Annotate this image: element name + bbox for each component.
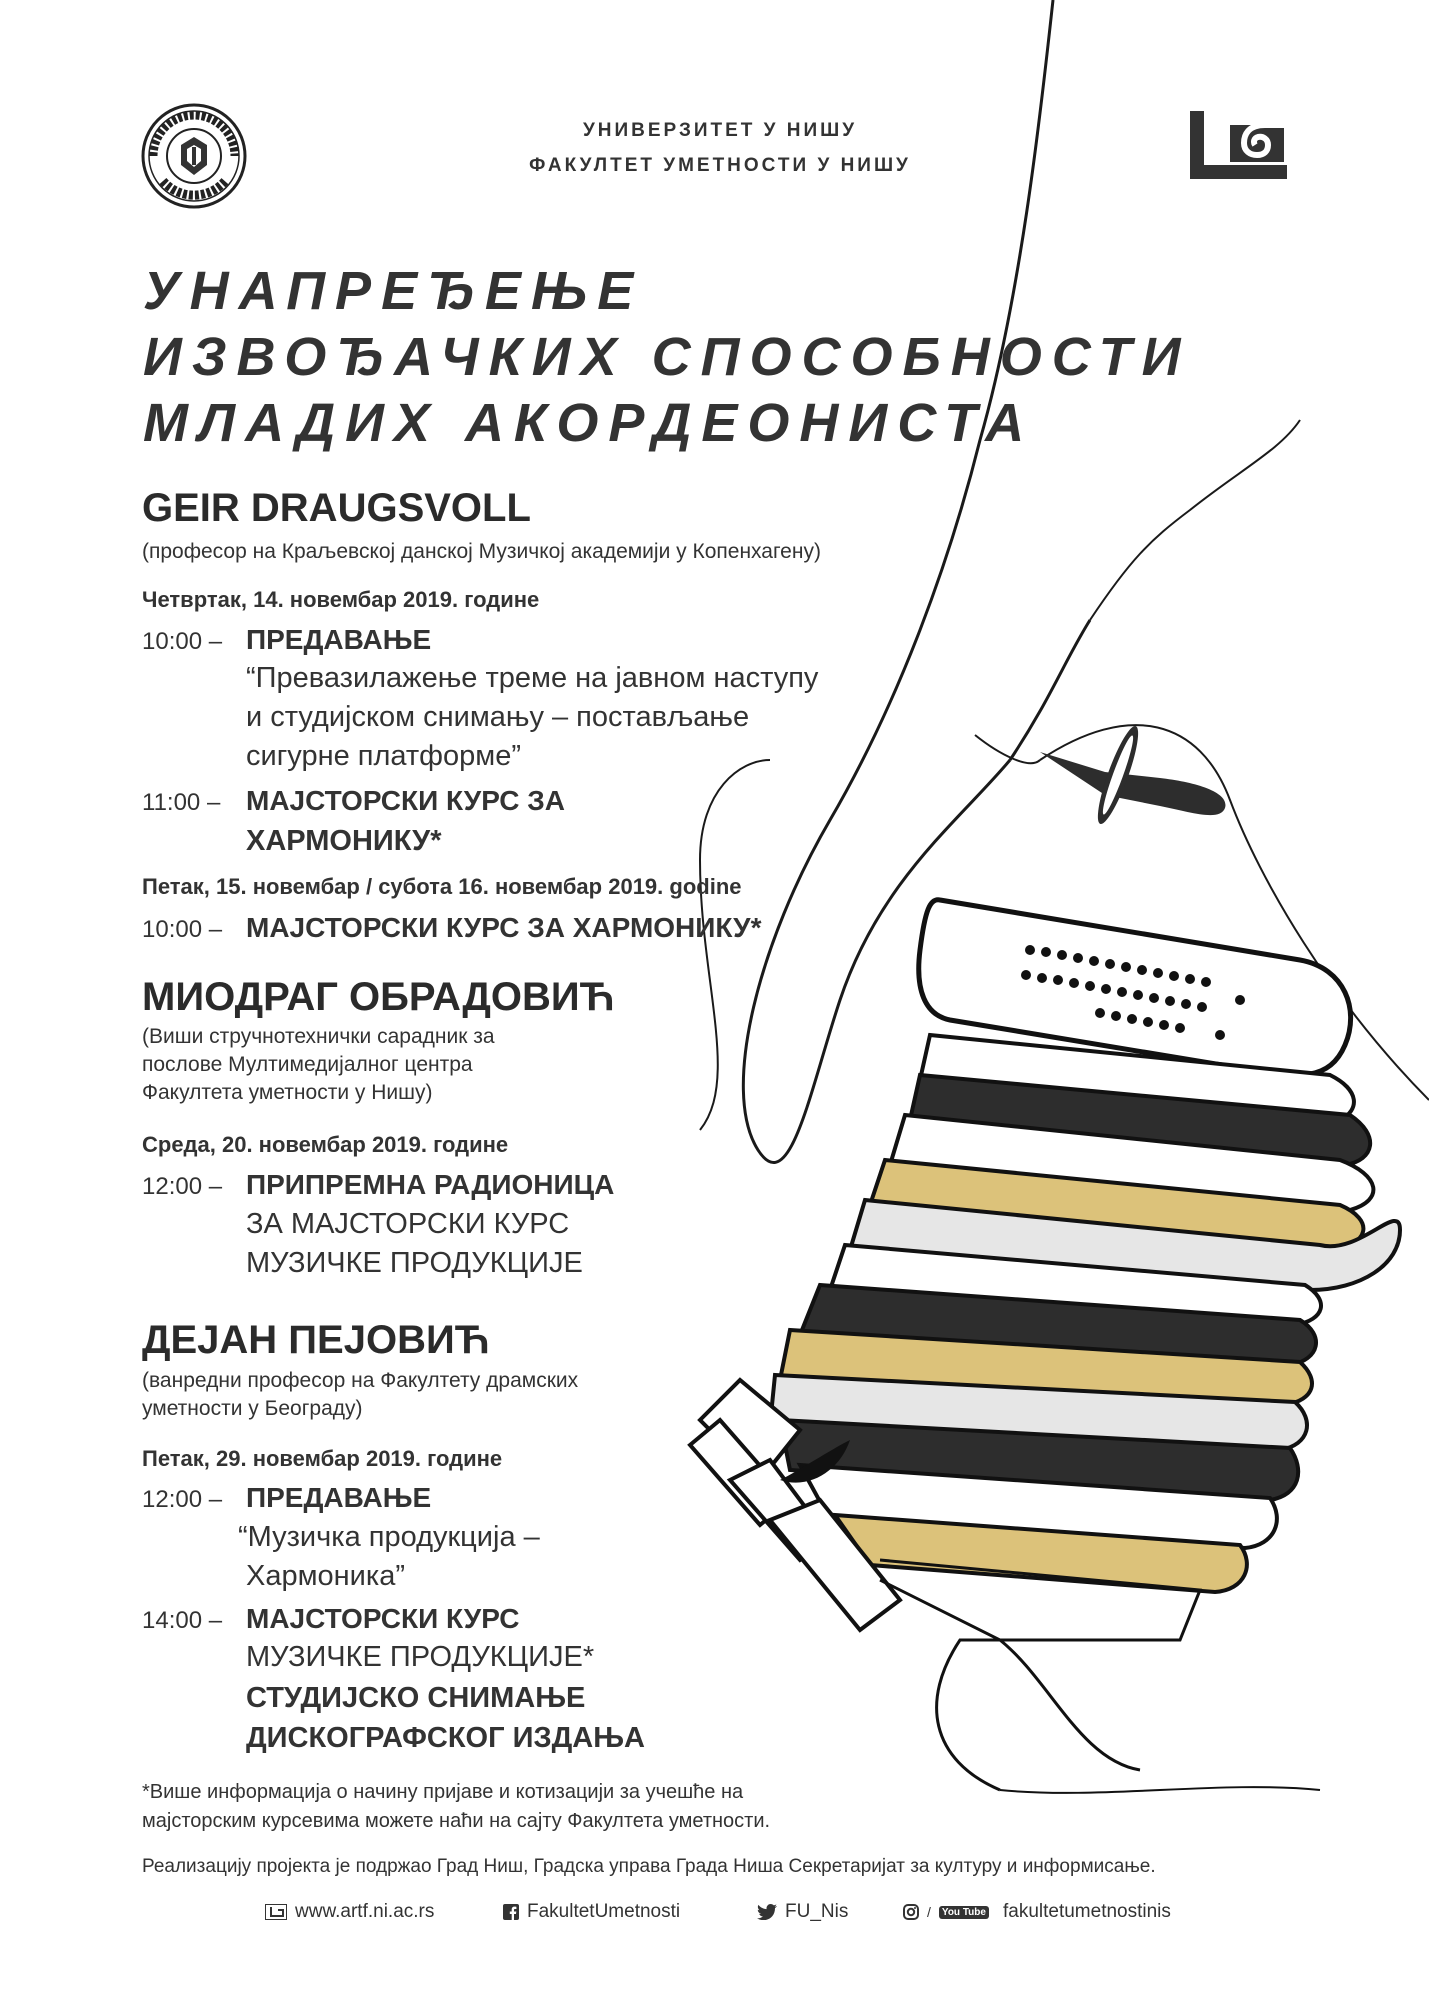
microphone-icon — [1040, 723, 1225, 828]
event-title: ПРЕДАВАЊЕ — [246, 1482, 432, 1513]
title-line-2: ИЗВОЂАЧКИХ СПОСОБНОСТИ — [143, 327, 1191, 387]
speaker-3-role: уметности у Београду) — [142, 1397, 363, 1420]
schedule-row — [142, 782, 565, 822]
event-title: ПРИПРЕМНА РАДИОНИЦА — [246, 1169, 615, 1200]
speaker-2-name: МИОДРАГ ОБРАДОВИЋ — [142, 975, 615, 1019]
speaker-2-role: послове Мултимедијалног центра — [142, 1053, 473, 1076]
speaker-3-date: Петак, 29. новембар 2019. године — [142, 1446, 503, 1471]
schedule-row — [142, 1166, 614, 1206]
event-time: 10:00 – — [142, 628, 223, 655]
footnote-line: мајсторским курсевима можете наћи на сајту Факултета уметности. — [142, 1810, 771, 1832]
event-title: МАЈСТОРСКИ КУРС — [246, 1603, 520, 1634]
facebook-handle: FakultetUmetnosti — [527, 1901, 681, 1922]
youtube-icon: You Tube — [939, 1906, 989, 1919]
title-line-1: УНАПРЕЂЕЊЕ — [143, 261, 644, 321]
event-title: ПРЕДАВАЊЕ — [246, 624, 432, 655]
speaker-2-role: Факултета уметности у Нишу) — [142, 1081, 433, 1104]
schedule-row — [142, 909, 762, 949]
event-detail: Хармоника” — [246, 1560, 405, 1592]
schedule-row — [142, 1479, 431, 1519]
event-title: МАЈСТОРСКИ КУРС ЗА ХАРМОНИКУ* — [246, 912, 762, 943]
speaker-2-role: (Виши стручнотехнички сарадник за — [142, 1025, 495, 1048]
event-time: 12:00 – — [142, 1486, 223, 1513]
event-time: 12:00 – — [142, 1173, 223, 1200]
faculty-name: ФАКУЛТЕТ УМЕТНОСТИ У НИШУ — [529, 155, 911, 176]
event-detail: МУЗИЧКЕ ПРОДУКЦИЈЕ — [246, 1247, 583, 1279]
event-detail: СТУДИЈСКО СНИМАЊЕ — [246, 1682, 586, 1714]
support-statement: Реализацију пројекта је подржао Град Ниш, Градска управа Града Ниша Секретаријат за културу и информисање. — [142, 1856, 1156, 1877]
university-name: УНИВЕРЗИТЕТ У НИШУ — [582, 120, 858, 141]
schedule-row — [142, 1600, 519, 1640]
event-detail: “Превазилажење треме на јавном наступу — [246, 662, 819, 694]
twitter-handle: FU_Nis — [785, 1901, 849, 1922]
speaker-3-role: (ванредни професор на Факултету драмских — [142, 1369, 579, 1392]
website-link[interactable] — [265, 1901, 434, 1923]
event-detail: ЗА МАЈСТОРСКИ КУРС — [246, 1208, 570, 1240]
footnote-line: *Више информација о начину пријаве и котизацији за учешће на — [142, 1781, 744, 1803]
twitter-icon — [757, 1904, 777, 1920]
event-detail: “Музичка продукција – — [238, 1521, 540, 1553]
speaker-1-role: (професор на Краљевској данској Музичкој академији у Копенхагену) — [142, 540, 821, 563]
website-url: www.artf.ni.ac.rs — [295, 1901, 435, 1922]
event-detail: ДИСКОГРАФСКОГ ИЗДАЊА — [246, 1722, 645, 1754]
footnote — [142, 1778, 770, 1836]
faculty-logo-icon — [265, 1904, 287, 1920]
event-detail: сигурне платформе” — [246, 740, 522, 772]
event-time: 14:00 – — [142, 1607, 223, 1634]
event-time: 10:00 – — [142, 916, 223, 943]
event-detail: МУЗИЧКЕ ПРОДУКЦИЈЕ* — [246, 1641, 595, 1673]
event-title: МАЈСТОРСКИ КУРС ЗА — [246, 785, 565, 816]
twitter-link[interactable] — [757, 1901, 848, 1923]
speaker-2-date: Среда, 20. новембар 2019. године — [142, 1132, 509, 1157]
speaker-1-date-2: Петак, 15. новембар / субота 16. новембар 2019. godine — [142, 874, 742, 899]
event-detail: и студијском снимању – постављање — [246, 701, 750, 733]
instagram-icon — [903, 1904, 919, 1920]
facebook-icon — [503, 1904, 519, 1920]
event-detail: ХАРМОНИКУ* — [246, 825, 442, 857]
speaker-1-date-1: Четвртак, 14. новембар 2019. године — [142, 587, 540, 612]
speaker-3-name: ДЕЈАН ПЕЈОВИЋ — [142, 1318, 490, 1362]
instagram-youtube-link[interactable]: / You Tube fakultetumetnostinis — [903, 1901, 1171, 1923]
event-title — [143, 258, 1190, 456]
facebook-link[interactable] — [503, 1901, 680, 1923]
schedule-row — [142, 621, 431, 661]
instagram-youtube-handle: fakultetumetnostinis — [1002, 1901, 1171, 1922]
speaker-1-name: GEIR DRAUGSVOLL — [142, 486, 531, 530]
title-line-3: МЛАДИХ АКОРДЕОНИСТА — [143, 393, 1035, 453]
event-time: 11:00 – — [142, 789, 221, 816]
